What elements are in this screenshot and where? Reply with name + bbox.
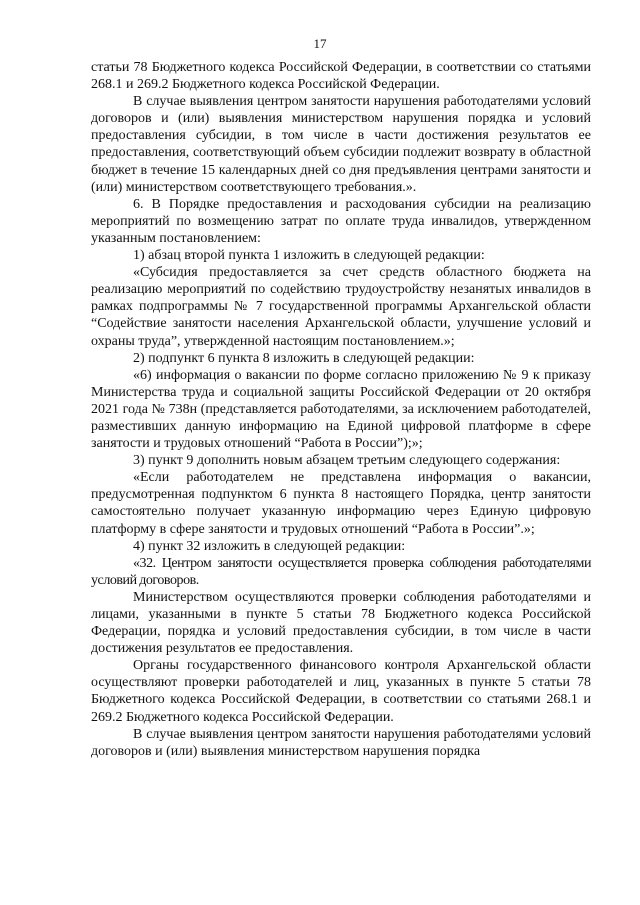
paragraph-subitem-1: 1) абзац второй пункта 1 изложить в следующей редакции: bbox=[133, 248, 485, 264]
paragraph-subsidy-quote: «Субсидия предоставляется за счет средств областного бюджета на реализацию мероприятий по содействию трудоустройству незанятых инвалидов в рамках подпрограммы № 7 государственной программы Архангельской области “Содействие занятости населения Архангельской области, улучшение условий и охраны труда”, утвержденной настоящим постановлением.»; bbox=[91, 265, 591, 349]
paragraph-subitem-4: 4) пункт 32 изложить в следующей редакции: bbox=[133, 538, 406, 554]
paragraph-ministry-checks: Министерством осуществляются проверки соблюдения работодателями и лицами, указанными в пункте 5 статьи 78 Бюджетного кодекса Российской Федерации, порядка и условий предоставления субсидии, в том числе в части достижения результатов ее предоставления. bbox=[91, 589, 591, 657]
paragraph-refund-on-violation: В случае выявления центром занятости нарушения работодателями условий договоров и (или) выявления министерством нарушения порядка и условий предоставления субсидии, в том числе в части достижения результатов ее предоставления, соответствующий объем субсидии подлежит возврату в областной бюджет в течение 15 календарных дней со дня предъявления центрами занятости и (или) министерством соответствующего требования.». bbox=[91, 94, 591, 195]
document-body bbox=[91, 59, 591, 760]
page-number: 17 bbox=[313, 36, 327, 51]
paragraph-item-32-quote: «32. Центром занятости осуществляется проверка соблюдения работодателями условий договоров. bbox=[91, 555, 591, 588]
paragraph-violation-cont: В случае выявления центром занятости нарушения работодателями условий договоров и (или) выявления министерством нарушения порядка bbox=[91, 726, 591, 759]
paragraph-vacancy-info-quote: «6) информация о вакансии по форме согласно приложению № 9 к приказу Министерства труда и социальной защиты Российской Федерации от 20 октября 2021 года № 738н (представляется работодателями, за исключением работодателей, разместивших данную информацию на Единой цифровой платформе в сфере занятости и трудовых отношений “Работа в России”);»; bbox=[91, 367, 591, 452]
paragraph-vacancy-missing-quote: «Если работодателем не представлена информация о вакансии, предусмотренная подпунктом 6 пункта 8 настоящего Порядка, центр занятости самостоятельно получает указанную информацию через Единую цифровую платформу в сфере занятости и трудовых отношений “Работа в России”.»; bbox=[91, 470, 591, 537]
paragraph-subitem-2: 2) подпункт 6 пункта 8 изложить в следующей редакции: bbox=[133, 350, 475, 366]
paragraph-item-6: 6. В Порядке предоставления и расходования субсидии на реализацию мероприятий по возмещению затрат по оплате труда инвалидов, утвержденном указанным постановлением: bbox=[91, 196, 591, 246]
paragraph-financial-control: Органы государственного финансового контроля Архангельской области осуществляют проверки работодателей и лиц, указанных в пункте 5 статьи 78 Бюджетного кодекса Российской Федерации, в соответствии со статьями 268.1 и 269.2 Бюджетного кодекса Российской Федерации. bbox=[91, 658, 591, 725]
paragraph-subitem-3: 3) пункт 9 дополнить новым абзацем третьим следующего содержания: bbox=[133, 453, 561, 469]
paragraph-continuation: статьи 78 Бюджетного кодекса Российской Федерации, в соответствии со статьями 268.1 и 269.2 Бюджетного кодекса Российской Федерации. bbox=[91, 60, 591, 93]
